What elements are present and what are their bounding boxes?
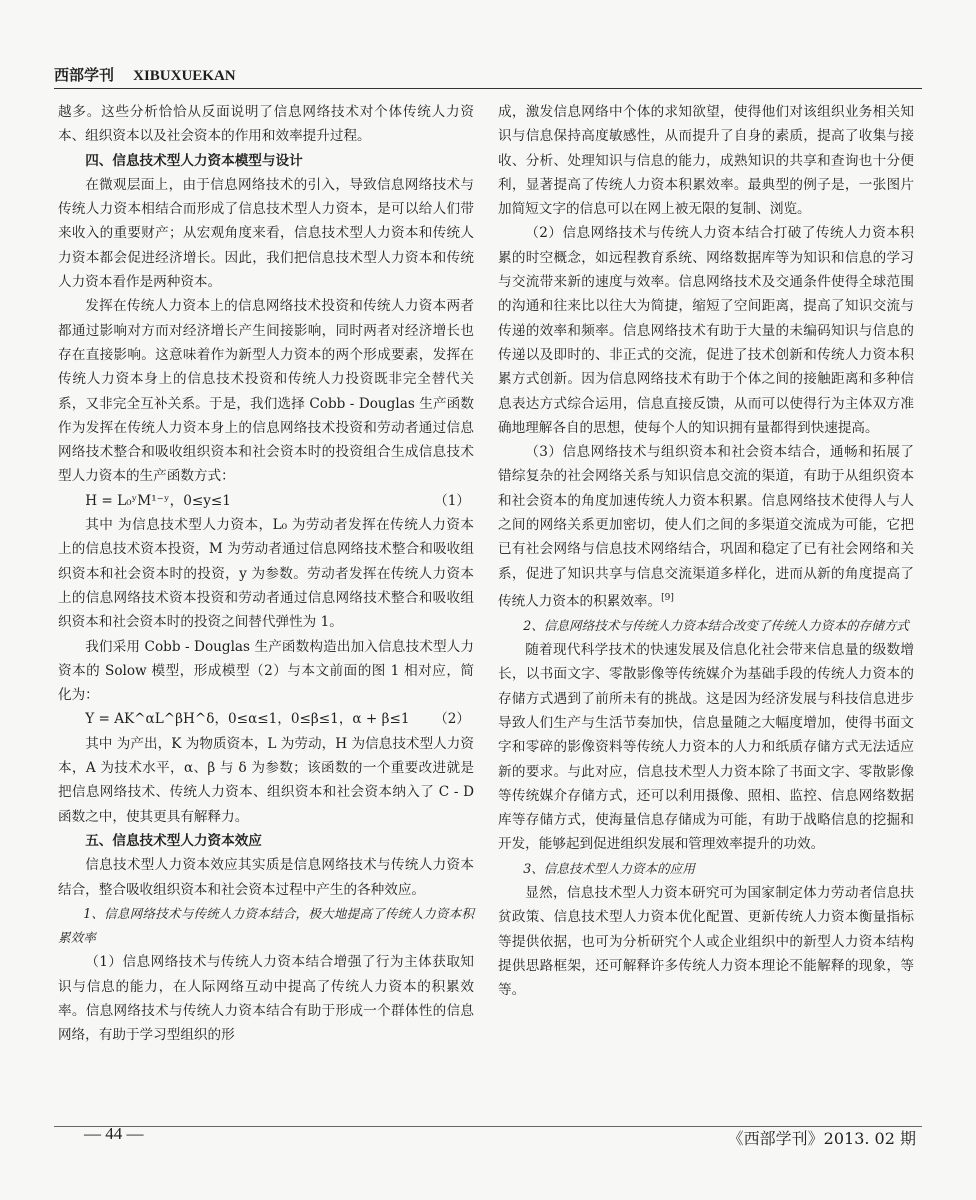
paragraph: 显然，信息技术型人力资本研究可为国家制定体力劳动者信息扶贫政策、信息技术型人力资本优化配置、更新传统人力资本衡量指标等提供依据，也可为分析研究个人或企业组织中的新型人力资本结构提供思路框架，还可解释许多传统人力资本理论不能解释的现象，等等。 bbox=[498, 885, 914, 999]
running-header bbox=[54, 64, 922, 84]
paragraph: 越多。这些分析恰恰从反面说明了信息网络技术对个体传统人力资本、组织资本以及社会资本的作用和效率提升过程。 bbox=[58, 104, 474, 145]
equation-2 bbox=[58, 707, 474, 731]
paragraph: （2）信息网络技术与传统人力资本结合打破了传统人力资本积累的时空概念，如远程教育系统、网络数据库等为知识和信息的学习与交流带来新的速度与效率。信息网络技术及交通条件使得全球范围的沟通和往来比以往大为简捷，缩短了空间距离，提高了知识交流与传递的效率和频率。信息网络技术有助于大量的未编码知识与信息的传递以及即时的、非正式的交流，促进了技术创新和传统人力资本积累方式创新。因为信息网络技术有助于个体之间的接触距离和多种信息表达方式综合运用，信息直接反馈，从而可以使得行为主体双方准确地理解各自的思想，使每个人的知识拥有量都得到快速提高。 bbox=[498, 225, 914, 436]
journal-name-cn: 西部学刊 bbox=[54, 68, 115, 84]
equation-body: Y = AK^αL^βH^δ，0≤α≤1，0≤β≤1，α + β≤1 bbox=[85, 711, 410, 728]
page-number: — 44 — bbox=[84, 1124, 144, 1143]
left-column bbox=[58, 100, 474, 1048]
equation-number: （2） bbox=[434, 711, 470, 728]
subsection-heading: 3、信息技术型人力资本的应用 bbox=[523, 860, 695, 876]
paragraph: （1）信息网络技术与传统人力资本结合增强了行为主体获取知识与信息的能力，在人际网络互动中提高了传统人力资本的积累效率。信息网络技术与传统人力资本结合有助于形成一个群体性的信息网络，有助于学习型组织的形 bbox=[58, 954, 474, 1044]
paragraph-text: （3）信息网络技术与组织资本和社会资本结合，通畅和拓展了错综复杂的社会网络关系与知识信息交流的渠道，有助于从组织资本和社会资本的角度加速传统人力资本积累。信息网络技术使得人与人之间的网络关系更加密切，使人们之间的多渠道交流成为可能，它把已有社会网络与信息技术网络结合，巩固和稳定了已有社会网络和关系，促进了知识共享与信息交流渠道多样化，进而从新的角度提高了传统人力资本的积累效率。 bbox=[498, 444, 914, 610]
citation-ref: [9] bbox=[661, 592, 674, 603]
subsection-heading: 2、信息网络技术与传统人力资本结合改变了传统人力资本的存储方式 bbox=[523, 617, 910, 633]
issue-label: 《西部学刊》2013. 02 期 bbox=[727, 1129, 916, 1148]
paragraph: 其中 为信息技术型人力资本，L₀ 为劳动者发挥在传统人力资本上的信息技术资本投资，M 为劳动者通过信息网络技术整合和吸收组织资本和社会资本时的投资，y 为参数。劳动者发挥在传统人力资本上的信息网络技术资本投资和劳动者通过信息网络技术整合和吸收组织资本和社会资本时的投资之间替代弹性为 1。 bbox=[58, 517, 474, 631]
equation-1 bbox=[58, 489, 474, 513]
equation-number: （1） bbox=[434, 492, 470, 509]
paragraph: 在微观层面上，由于信息网络技术的引入，导致信息网络技术与传统人力资本相结合而形成了信息技术型人力资本，是可以给人们带来收入的重要财产；从宏观角度来看，信息技术型人力资本和传统人力资本都会促进经济增长。因此，我们把信息技术型人力资本和传统人力资本看作是两种资本。 bbox=[58, 176, 474, 291]
paragraph: 随着现代科学技术的快速发展及信息化社会带来信息量的级数增长，以书面文字、零散影像等传统媒介为基础手段的传统人力资本的存储方式遇到了前所未有的挑战。这是因为经济发展与科技信息进步导致人们生产与生活节奏加快，信息量随之大幅度增加，使得书面文字和零碎的影像资料等传统人力资本的人力和纸质存储方式无法适应新的要求。与此对应，信息技术型人力资本除了书面文字、零散影像等传统媒介存储方式，还可以利用摄像、照相、监控、信息网络数据库等存储方式，使海量信息存储成为可能，有助于战略信息的挖掘和开发，能够起到促进组织发展和管理效率提升的功效。 bbox=[498, 642, 914, 853]
paragraph: 其中 为产出，K 为物质资本，L 为劳动，H 为信息技术型人力资本，A 为技术水平，α、β 与 δ 为参数；该函数的一个重要改进就是把信息网络技术、传统人力资本、组织资本和社会资本纳入了 C - D 函数之中，使其更具有解释力。 bbox=[58, 735, 474, 825]
header-rule bbox=[54, 88, 922, 89]
paragraph: 信息技术型人力资本效应其实质是信息网络技术与传统人力资本结合，整合吸收组织资本和社会资本过程中产生的各种效应。 bbox=[58, 857, 474, 898]
right-column bbox=[498, 100, 914, 1003]
journal-name-en: XIBUXUEKAN bbox=[133, 68, 236, 84]
paragraph: 成，激发信息网络中个体的求知欲望，使得他们对该组织业务相关知识与信息保持高度敏感性，从而提升了自身的素质，提高了收集与接收、分析、处理知识与信息的能力，成熟知识的共享和查询也十分便利，显著提高了传统人力资本积累效率。最典型的例子是，一张图片加简短文字的信息可以在网上被无限的复制、浏览。 bbox=[498, 104, 914, 218]
paragraph bbox=[498, 440, 914, 614]
section-heading: 四、信息技术型人力资本模型与设计 bbox=[85, 152, 303, 169]
paragraph: 发挥在传统人力资本上的信息网络技术投资和传统人力资本两者都通过影响对方而对经济增长产生间接影响，同时两者对经济增长也存在直接影响。这意味着作为新型人力资本的两个形成要素，发挥在传统人力资本身上的信息技术投资和传统人力投资既非完全替代关系，又非完全互补关系。于是，我们选择 Cobb - Douglas 生产函数作为发挥在传统人力资本身上的信息网络技术投资和劳动者通过信息网络技术整合和吸收组织资本和社会资本时的投资组合生成信息技术型人力资本的生产函数方式： bbox=[58, 298, 474, 485]
equation-body: H = L₀ʸM¹⁻ʸ，0≤y≤1 bbox=[85, 492, 231, 509]
section-heading: 五、信息技术型人力资本效应 bbox=[85, 832, 262, 849]
paragraph: 我们采用 Cobb - Douglas 生产函数构造出加入信息技术型人力资本的 Solow 模型，形成模型（2）与本文前面的图 1 相对应，简化为： bbox=[58, 638, 474, 704]
subsection-heading: 1、信息网络技术与传统人力资本结合，极大地提高了传统人力资本积累效率 bbox=[58, 905, 474, 946]
